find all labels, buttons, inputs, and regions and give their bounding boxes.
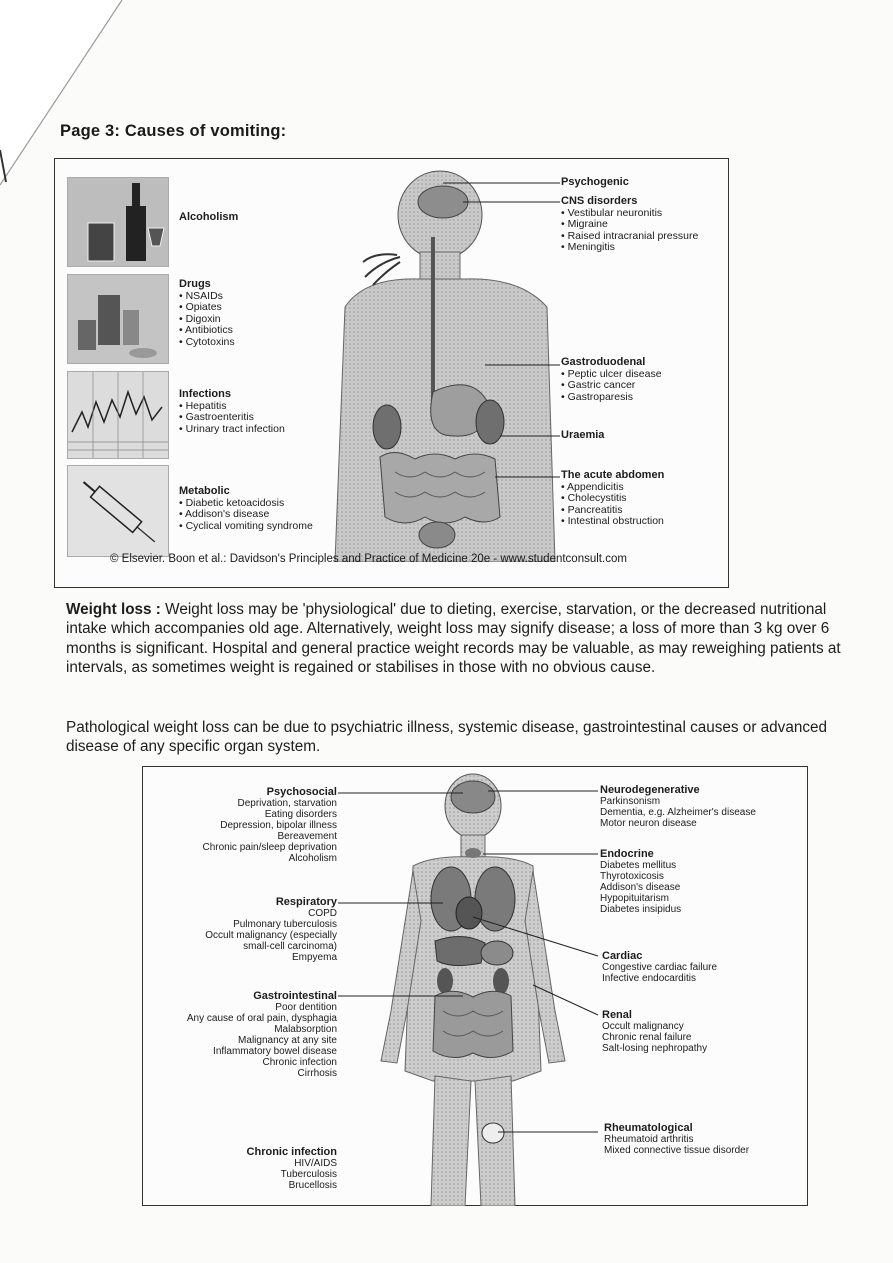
cause-psychogenic: Psychogenic [561,176,629,188]
cause-metabolic: Metabolic • Diabetic ketoacidosis • Addison's disease • Cyclical vomiting syndrome [179,485,313,532]
cause-cns-disorders: CNS disorders • Vestibular neuronitis • Migraine • Raised intracranial pressure • Meningitis [561,195,699,253]
cause-rheumatological: Rheumatological Rheumatoid arthritis Mixed connective tissue disorder [604,1122,750,1156]
cause-alcoholism: Alcoholism [179,211,239,223]
pathological-weight-loss-paragraph: Pathological weight loss can be due to psychiatric illness, systemic disease, gastrointestinal causes or advanced disease of any specific organ system. [66,719,827,756]
vomiting-figure [54,158,729,588]
cause-chronic-infection: Chronic infection HIV/AIDS Tuberculosis Brucellosis [246,1146,337,1191]
page-title: Page 3: Causes of vomiting: [60,122,287,140]
cause-gastroduodenal: Gastroduodenal • Peptic ulcer disease • Gastric cancer • Gastroparesis [561,356,662,403]
cause-neurodegenerative: Neurodegenerative Parkinsonism Dementia, e.g. Alzheimer's disease Motor neuron disease [600,784,756,829]
cause-acute-abdomen: The acute abdomen • Appendicitis • Cholecystitis • Pancreatitis • Intestinal obstruction [561,469,665,527]
weight-loss-text: Weight loss may be 'physiological' due to dieting, exercise, starvation, or the decreased nutritional intake which accompanies old age. Alternatively, weight loss may signify disease; a loss of more than 3 kg over 6 months is significant. Hospital and general practice weight records may be valuable, as may reweighing patients at intervals, as sometimes weight is regained or stabilises in those with no obvious cause. [66,601,841,677]
cause-cardiac: Cardiac Congestive cardiac failure Infective endocarditis [602,950,718,984]
cause-uraemia: Uraemia [561,429,605,441]
cause-drugs: Drugs • NSAIDs • Opiates • Digoxin • Antibiotics • Cytotoxins [179,278,235,348]
cause-infections: Infections • Hepatitis • Gastroenteritis • Urinary tract infection [179,388,285,435]
weight-loss-paragraph [66,600,852,678]
cause-renal: Renal Occult malignancy Chronic renal failure Salt-losing nephropathy [602,1009,708,1054]
weight-loss-heading: Weight loss : [66,601,161,618]
cause-endocrine: Endocrine Diabetes mellitus Thyrotoxicosis Addison's disease Hypopituitarism Diabetes insipidus [600,848,682,915]
cause-respiratory: Respiratory COPD Pulmonary tuberculosis Occult malignancy (especially small-cell carcinoma) Empyema [205,896,337,963]
weight-loss-figure [142,766,808,1206]
cause-gastrointestinal: Gastrointestinal Poor dentition Any cause of oral pain, dysphagia Malabsorption Malignancy at any site Inflammatory bowel disease Chronic infection Cirrhosis [186,990,337,1079]
cause-psychosocial: Psychosocial Deprivation, starvation Eating disorders Depression, bipolar illness Bereavement Chronic pain/sleep deprivation Alcoholism [202,786,337,864]
figure-caption: © Elsevier. Boon et al.: Davidson's Principles and Practice of Medicine 20e - www.studentconsult.com [110,553,627,565]
